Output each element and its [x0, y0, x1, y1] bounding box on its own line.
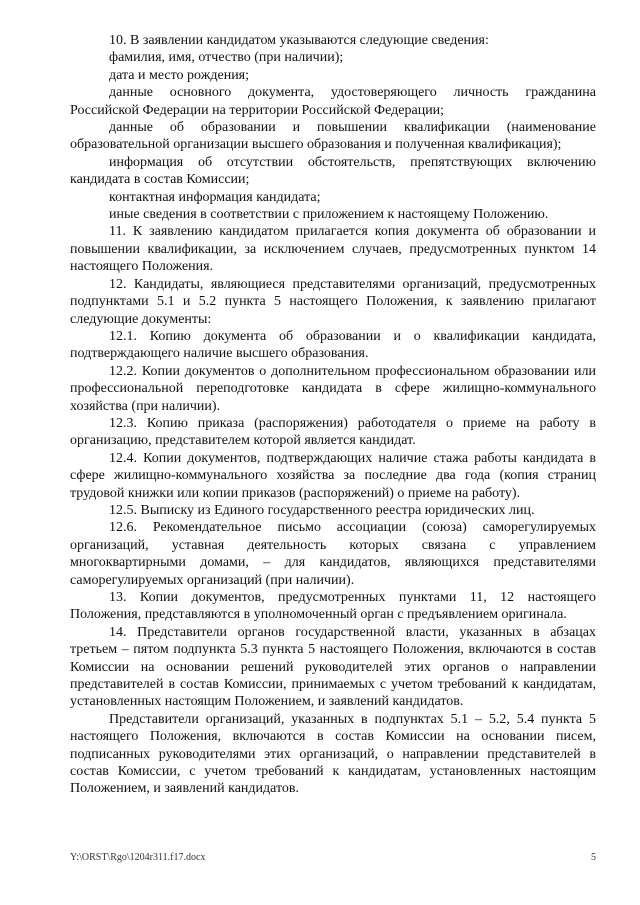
paragraph-13: 13. Копии документов, предусмотренных пунктами 11, 12 настоящего Положения, представляются в уполномоченный орган с предъявлением оригинала.	[70, 590, 596, 623]
paragraph-12: 12. Кандидаты, являющиеся представителями организаций, предусмотренных подпунктами 5.1 и 5.2 пункта 5 настоящего Положения, к заявлению прилагают следующие документы:	[70, 276, 596, 327]
paragraph-12-5: 12.5. Выписку из Единого государственного реестра юридических лиц.	[109, 502, 535, 518]
list-item-identity-document: данные основного документа, удостоверяющего личность гражданина Российской Федерации на территории Российской Федерации;	[70, 85, 596, 118]
paragraph-12-3: 12.3. Копию приказа (распоряжения) работодателя о приеме на работу в организацию, представителем которой является кандидат.	[70, 415, 596, 449]
paragraph-12-4: 12.4. Копии документов, подтверждающих наличие стажа работы кандидата в сфере жилищно-коммунального хозяйства за последние два года (копия страниц трудовой книжки или копии приказов (распоряжений) о приеме на работу).	[70, 450, 596, 501]
page-number: 5	[591, 852, 596, 863]
footer-file-path: Y:\ORST\Rgo\1204r311.f17.docx	[70, 852, 206, 863]
list-item-contact-info: контактная информация кандидата;	[109, 189, 321, 205]
document-body	[70, 32, 596, 798]
paragraph-10: 10. В заявлении кандидатом указываются следующие сведения:	[109, 33, 489, 48]
paragraph-14-continued: Представители организаций, указанных в подпунктах 5.1 – 5.2, 5.4 пункта 5 настоящего Положения, включаются в состав Комиссии на основании писем, подписанных руководителями этих организаций, о направлении представителей в состав Комиссии, с учетом требований к кандидатам, установленных настоящим Положением, и заявлений кандидатов.	[70, 711, 596, 797]
list-item-full-name: фамилия, имя, отчество (при наличии);	[109, 50, 344, 66]
list-item-absence-of-circumstances: информация об отсутствии обстоятельств, препятствующих включению кандидата в состав Комиссии;	[70, 154, 596, 188]
list-item-education: данные об образовании и повышении квалификации (наименование образовательной организации высшего образования и полученная квалификация);	[70, 120, 596, 153]
list-item-birth: дата и место рождения;	[109, 67, 250, 83]
paragraph-12-2: 12.2. Копии документов о дополнительном профессиональном образовании или профессиональной переподготовке кандидата в сфере жилищно-коммунального хозяйства (при наличии).	[70, 363, 596, 414]
paragraph-11: 11. К заявлению кандидатом прилагается копия документа об образовании и повышении квалификации, за исключением случаев, предусмотренных пунктом 14 настоящего Положения.	[70, 224, 596, 275]
paragraph-12-1: 12.1. Копию документа об образовании и о квалификации кандидата, подтверждающего наличие высшего образования.	[70, 328, 596, 362]
paragraph-14: 14. Представители органов государственной власти, указанных в абзацах третьем – пятом подпункта 5.3 пункта 5 настоящего Положения, включаются в состав Комиссии на основании решений руководителей этих органов о направлении представителей в состав Комиссии, принимаемых с учетом требований к кандидатам, установленных настоящим Положением, и заявлений кандидатов.	[70, 624, 596, 710]
paragraph-12-6: 12.6. Рекомендательное письмо ассоциации (союза) саморегулируемых организаций, уставная деятельность которых связана с управлением многоквартирными домами, – для кандидатов, являющихся представителями саморегулируемых организаций (при наличии).	[70, 520, 596, 588]
list-item-other-info: иные сведения в соответствии с приложением к настоящему Положению.	[109, 207, 549, 223]
